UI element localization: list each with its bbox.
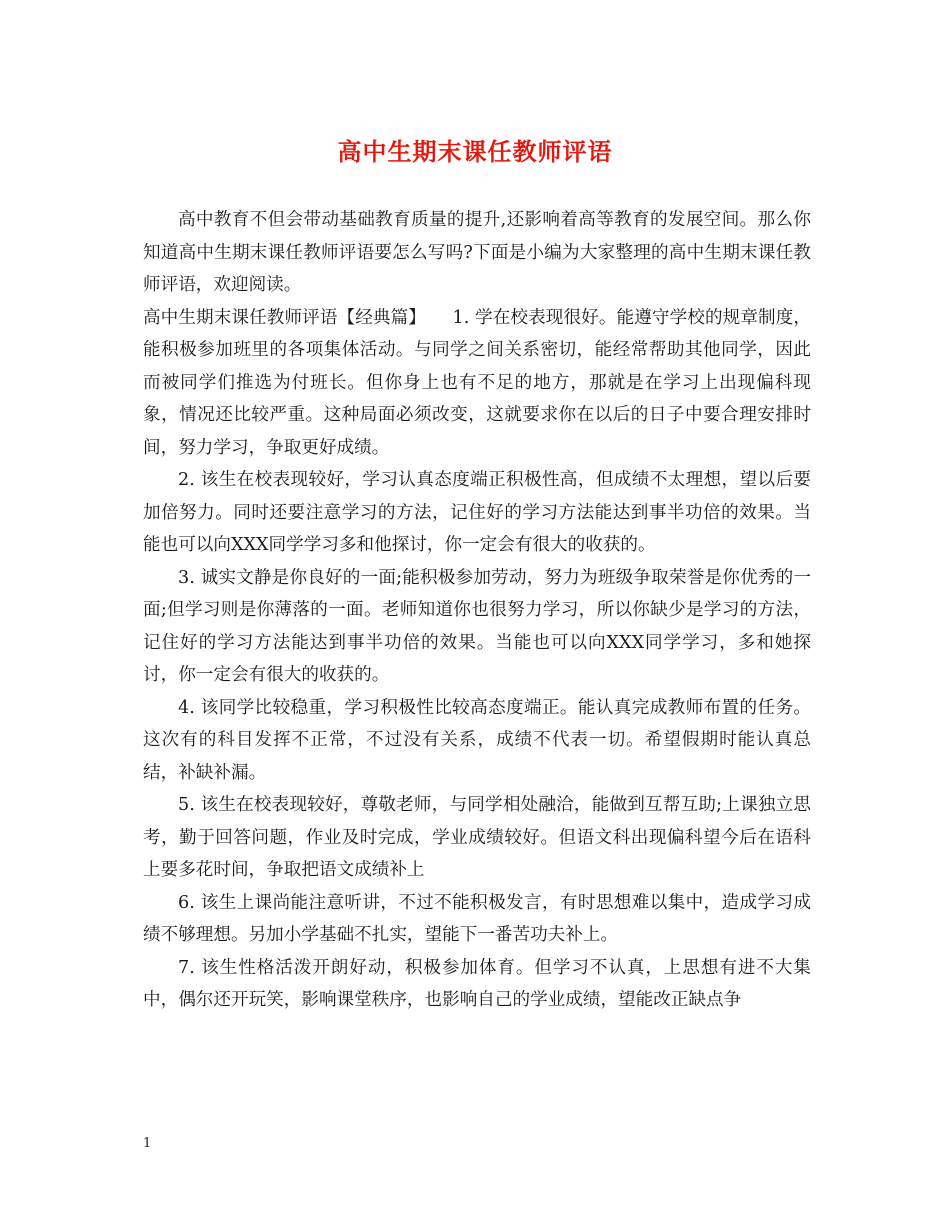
- document-body: [143, 204, 811, 1017]
- page-number: 1: [143, 1136, 152, 1151]
- comment-item-2: 2. 该生在校表现较好，学习认真态度端正积极性高，但成绩不太理想，望以后要加倍努力。同时还要注意学习的方法，记住好的学习方法能达到事半功倍的效果。当能也可以向XXX同学学习多和他探讨，你一定会有很大的收获的。: [143, 470, 811, 555]
- section-heading-paragraph: 高中生期末课任教师评语【经典篇】 1. 学在校表现很好。能遵守学校的规章制度，能积极参加班里的各项集体活动。与同学之间关系密切，能经常帮助其他同学，因此而被同学们推选为付班长。但你身上也有不足的地方，那就是在学习上出现偏科现象，情况还比较严重。这种局面必须改变，这就要求你在以后的日子中要合理安排时间，努力学习，争取更好成绩。: [143, 307, 811, 458]
- intro-paragraph: 高中教育不但会带动基础教育质量的提升,还影响着高等教育的发展空间。那么你知道高中生期末课任教师评语要怎么写吗?下面是小编为大家整理的高中生期末课任教师评语，欢迎阅读。: [143, 210, 811, 295]
- comment-item-7: 7. 该生性格活泼开朗好动，积极参加体育。但学习不认真，上思想有进不大集中，偶尔还开玩笑，影响课堂秩序，也影响自己的学业成绩，望能改正缺点争: [143, 957, 811, 1010]
- comment-item-6: 6. 该生上课尚能注意听讲，不过不能积极发言，有时思想难以集中，造成学习成绩不够理想。另加小学基础不扎实，望能下一番苦功夫补上。: [143, 892, 811, 945]
- comment-item-5: 5. 该生在校表现较好，尊敬老师，与同学相处融洽，能做到互帮互助;上课独立思考，勤于回答问题，作业及时完成，学业成绩较好。但语文科出现偏科望今后在语科上要多花时间，争取把语文成绩补上: [143, 795, 811, 880]
- comment-item-3: 3. 诚实文静是你良好的一面;能积极参加劳动，努力为班级争取荣誉是你优秀的一面;但学习则是你薄落的一面。老师知道你也很努力学习，所以你缺少是学习的方法，记住好的学习方法能达到事半功倍的效果。当能也可以向XXX同学学习，多和她探讨，你一定会有很大的收获的。: [143, 567, 811, 685]
- document-title: 高中生期末课任教师评语: [337, 137, 613, 166]
- comment-item-4: 4. 该同学比较稳重，学习积极性比较高态度端正。能认真完成教师布置的任务。这次有的科目发挥不正常，不过没有关系，成绩不代表一切。希望假期时能认真总结，补缺补漏。: [143, 697, 811, 783]
